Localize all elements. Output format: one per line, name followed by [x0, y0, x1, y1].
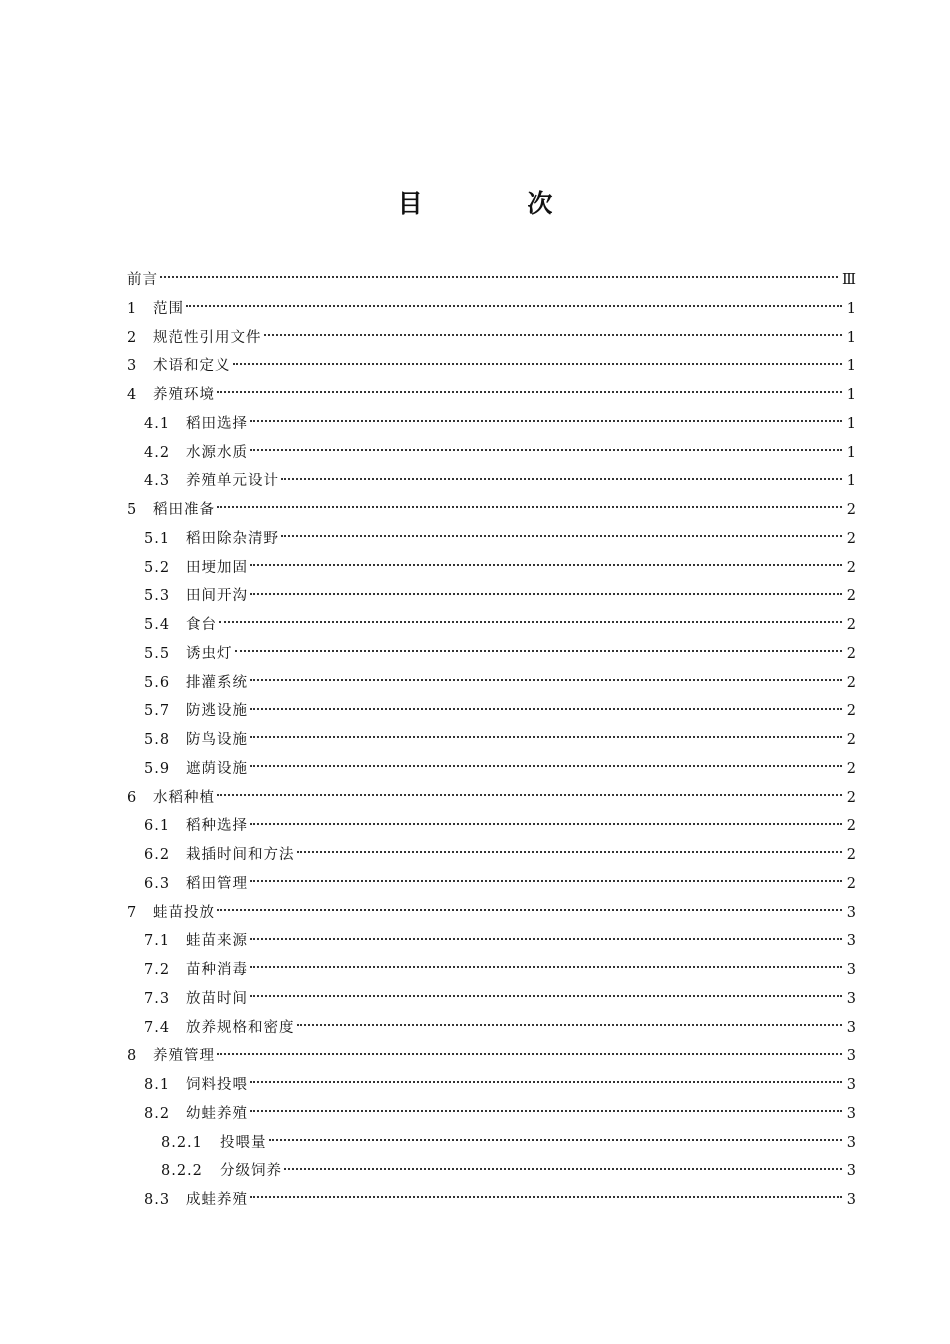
- toc-entry-page: 1: [846, 300, 856, 317]
- toc-entry[interactable]: [127, 324, 856, 353]
- toc-entry-number: 4: [127, 387, 138, 403]
- toc-entry-page: 3: [846, 1163, 856, 1180]
- toc-entry-number: 8.2.1: [161, 1134, 203, 1151]
- toc-entry[interactable]: [127, 956, 856, 985]
- toc-entry-number: 5.2: [144, 559, 171, 576]
- toc-entry-number: 6.2: [144, 847, 171, 863]
- toc-dot-leader: [250, 878, 842, 882]
- toc-entry-label: 投喂量: [220, 1134, 267, 1151]
- toc-entry-page: 3: [846, 1019, 856, 1036]
- toc-entry-page: 2: [846, 760, 856, 777]
- toc-entry-page: 1: [846, 387, 856, 403]
- page-title: 目 次: [397, 189, 601, 218]
- toc-entry-label: 范围: [153, 300, 184, 317]
- toc-entry[interactable]: [127, 1071, 856, 1100]
- toc-dot-leader: [281, 476, 842, 480]
- toc-entry[interactable]: [127, 1100, 856, 1129]
- toc-entry[interactable]: [127, 812, 856, 841]
- toc-dot-leader: [250, 447, 842, 451]
- toc-dot-leader: [269, 1137, 843, 1141]
- toc-entry[interactable]: [127, 1186, 856, 1215]
- toc-entry-label: 诱虫灯: [186, 645, 233, 662]
- toc-dot-leader: [250, 418, 842, 422]
- toc-entry-number: 8.2: [144, 1105, 171, 1122]
- toc-entry-number: 5.3: [144, 588, 171, 605]
- toc-entry-page: 3: [846, 1077, 856, 1093]
- toc-entry-label: 放苗时间: [186, 990, 248, 1007]
- toc-entry-label: 防鸟设施: [186, 732, 248, 748]
- toc-entry-label: 术语和定义: [153, 358, 231, 375]
- toc-entry-page: 3: [846, 1048, 856, 1065]
- toc-dot-leader: [217, 907, 842, 911]
- toc-entry-number: 6.1: [144, 818, 171, 835]
- toc-entry-page: 3: [846, 933, 856, 950]
- toc-entry-number: 1: [127, 300, 138, 317]
- toc-dot-leader: [217, 1051, 842, 1055]
- toc-dot-leader: [250, 1108, 842, 1112]
- toc-entry-number: 5: [127, 502, 138, 518]
- toc-entry-number: 7: [127, 904, 138, 921]
- toc-entry-number: 7.4: [144, 1019, 171, 1036]
- toc-entry[interactable]: [127, 697, 856, 726]
- toc-entry[interactable]: [127, 496, 856, 525]
- toc-entry-number: 5.6: [144, 674, 171, 691]
- toc-entry-label: 栽插时间和方法: [186, 847, 295, 863]
- toc-entry-page: 3: [846, 1105, 856, 1122]
- toc-dot-leader: [233, 361, 843, 365]
- toc-entry-page: 3: [846, 904, 856, 921]
- toc-dot-leader: [250, 562, 842, 566]
- toc-entry-number: 4.2: [144, 444, 171, 461]
- toc-dot-leader: [250, 1194, 842, 1198]
- toc-entry-label: 田间开沟: [186, 588, 248, 605]
- toc-entry-page: 2: [846, 617, 856, 633]
- toc-entry-page: 3: [846, 1192, 856, 1208]
- toc-entry-label: 遮荫设施: [186, 760, 248, 777]
- toc-entry-number: 5.8: [144, 732, 171, 748]
- toc-entry[interactable]: [127, 439, 856, 468]
- toc-entry[interactable]: [127, 381, 856, 410]
- toc-entry[interactable]: [127, 985, 856, 1014]
- toc-dot-leader: [264, 332, 843, 336]
- toc-dot-leader: [250, 993, 842, 997]
- toc-entry-page: 2: [846, 559, 856, 576]
- toc-entry-page: 2: [846, 875, 856, 892]
- toc-entry-page: 2: [846, 588, 856, 605]
- toc-entry-label: 养殖环境: [153, 387, 215, 403]
- toc-entry[interactable]: [127, 755, 856, 784]
- toc-entry-label: 蛙苗来源: [186, 933, 248, 950]
- toc-entry-number: 7.1: [144, 933, 171, 950]
- toc-dot-leader: [297, 849, 843, 853]
- toc-entry-label: 食台: [186, 617, 217, 633]
- toc-entry-label: 稻种选择: [186, 818, 248, 835]
- toc-dot-leader: [160, 274, 838, 278]
- toc-entry-number: 8: [127, 1048, 138, 1065]
- toc-entry-page: 1: [846, 473, 856, 490]
- toc-entry[interactable]: [127, 899, 856, 928]
- toc-dot-leader: [250, 1079, 842, 1083]
- toc-dot-leader: [250, 763, 842, 767]
- toc-dot-leader: [235, 648, 843, 652]
- toc-entry[interactable]: [127, 554, 856, 583]
- toc-entry-label: 苗种消毒: [186, 962, 248, 978]
- toc-entry-page: 2: [846, 530, 856, 547]
- toc-entry-label: 养殖单元设计: [186, 473, 279, 490]
- toc-entry-page: 2: [846, 818, 856, 835]
- toc-entry-number: 4.3: [144, 473, 171, 490]
- toc-entry-page: 2: [846, 732, 856, 748]
- toc-dot-leader: [250, 821, 842, 825]
- toc-entry[interactable]: [127, 410, 856, 439]
- table-of-contents: [127, 266, 856, 1215]
- toc-entry[interactable]: [127, 870, 856, 899]
- toc-entry[interactable]: [127, 582, 856, 611]
- toc-entry-page: 1: [846, 358, 856, 375]
- toc-entry-label: 前言: [127, 272, 158, 288]
- toc-dot-leader: [250, 964, 842, 968]
- toc-dot-leader: [250, 706, 842, 710]
- toc-entry-page: 2: [846, 645, 856, 662]
- toc-entry[interactable]: [127, 640, 856, 669]
- toc-dot-leader: [186, 303, 842, 307]
- toc-entry[interactable]: [127, 525, 856, 554]
- toc-entry[interactable]: [127, 611, 856, 640]
- toc-entry-label: 水稻种植: [153, 789, 215, 806]
- toc-entry[interactable]: [127, 669, 856, 698]
- toc-entry-page: Ⅲ: [842, 272, 856, 288]
- toc-entry[interactable]: [127, 1014, 856, 1043]
- toc-entry-label: 规范性引用文件: [153, 329, 262, 346]
- toc-entry-page: 2: [846, 847, 856, 863]
- toc-dot-leader: [250, 734, 842, 738]
- toc-dot-leader: [219, 619, 842, 623]
- toc-dot-leader: [250, 591, 842, 595]
- toc-entry-label: 水源水质: [186, 444, 248, 461]
- toc-entry-number: 5.1: [144, 530, 171, 547]
- toc-entry-number: 6.3: [144, 875, 171, 892]
- toc-entry-number: 8.1: [144, 1077, 171, 1093]
- toc-entry[interactable]: [127, 726, 856, 755]
- toc-dot-leader: [284, 1166, 842, 1170]
- toc-entry-page: 1: [846, 329, 856, 346]
- toc-entry[interactable]: [127, 927, 856, 956]
- toc-dot-leader: [281, 533, 842, 537]
- toc-entry-label: 田埂加固: [186, 559, 248, 576]
- toc-entry-number: 7.2: [144, 962, 171, 978]
- toc-dot-leader: [217, 792, 842, 796]
- toc-entry-page: 1: [846, 444, 856, 461]
- toc-entry-label: 排灌系统: [186, 674, 248, 691]
- toc-entry[interactable]: [127, 1042, 856, 1071]
- toc-entry-label: 稻田除杂清野: [186, 530, 279, 547]
- toc-entry[interactable]: [127, 841, 856, 870]
- toc-entry-number: 3: [127, 358, 138, 375]
- toc-entry[interactable]: [127, 784, 856, 813]
- toc-dot-leader: [250, 677, 842, 681]
- toc-entry-number: 5.5: [144, 645, 171, 662]
- toc-entry-page: 2: [846, 703, 856, 720]
- toc-entry-page: 3: [846, 1134, 856, 1151]
- toc-entry-label: 成蛙养殖: [186, 1192, 248, 1208]
- toc-entry-label: 防逃设施: [186, 703, 248, 720]
- toc-entry-page: 3: [846, 990, 856, 1007]
- toc-entry-number: 5.9: [144, 760, 171, 777]
- toc-entry-label: 稻田管理: [186, 875, 248, 892]
- toc-entry-page: 2: [846, 674, 856, 691]
- toc-entry-number: 2: [127, 329, 138, 346]
- toc-entry-label: 放养规格和密度: [186, 1019, 295, 1036]
- toc-entry-number: 6: [127, 789, 138, 806]
- toc-entry[interactable]: [127, 1157, 856, 1186]
- toc-entry-label: 幼蛙养殖: [186, 1105, 248, 1122]
- toc-entry-page: 2: [846, 789, 856, 806]
- toc-entry-page: 2: [846, 502, 856, 518]
- toc-entry-label: 稻田准备: [153, 502, 215, 518]
- toc-entry[interactable]: [127, 295, 856, 324]
- toc-entry-label: 蛙苗投放: [153, 904, 215, 921]
- toc-entry-number: 7.3: [144, 990, 171, 1007]
- toc-entry-label: 稻田选择: [186, 415, 248, 432]
- toc-dot-leader: [250, 936, 842, 940]
- toc-entry[interactable]: [127, 1129, 856, 1158]
- toc-entry-number: 5.7: [144, 703, 171, 720]
- toc-entry[interactable]: [127, 266, 856, 295]
- toc-dot-leader: [217, 504, 842, 508]
- toc-dot-leader: [217, 389, 842, 393]
- toc-entry-label: 分级饲养: [220, 1163, 282, 1180]
- toc-entry-number: 8.2.2: [161, 1163, 203, 1180]
- toc-entry-number: 4.1: [144, 415, 171, 432]
- toc-entry-label: 养殖管理: [153, 1048, 215, 1065]
- toc-entry-page: 1: [846, 415, 856, 432]
- toc-dot-leader: [297, 1022, 843, 1026]
- toc-entry-page: 3: [846, 962, 856, 978]
- toc-entry-number: 8.3: [144, 1192, 171, 1208]
- toc-entry-label: 饲料投喂: [186, 1077, 248, 1093]
- toc-entry[interactable]: [127, 467, 856, 496]
- toc-entry-number: 5.4: [144, 617, 171, 633]
- toc-entry[interactable]: [127, 352, 856, 381]
